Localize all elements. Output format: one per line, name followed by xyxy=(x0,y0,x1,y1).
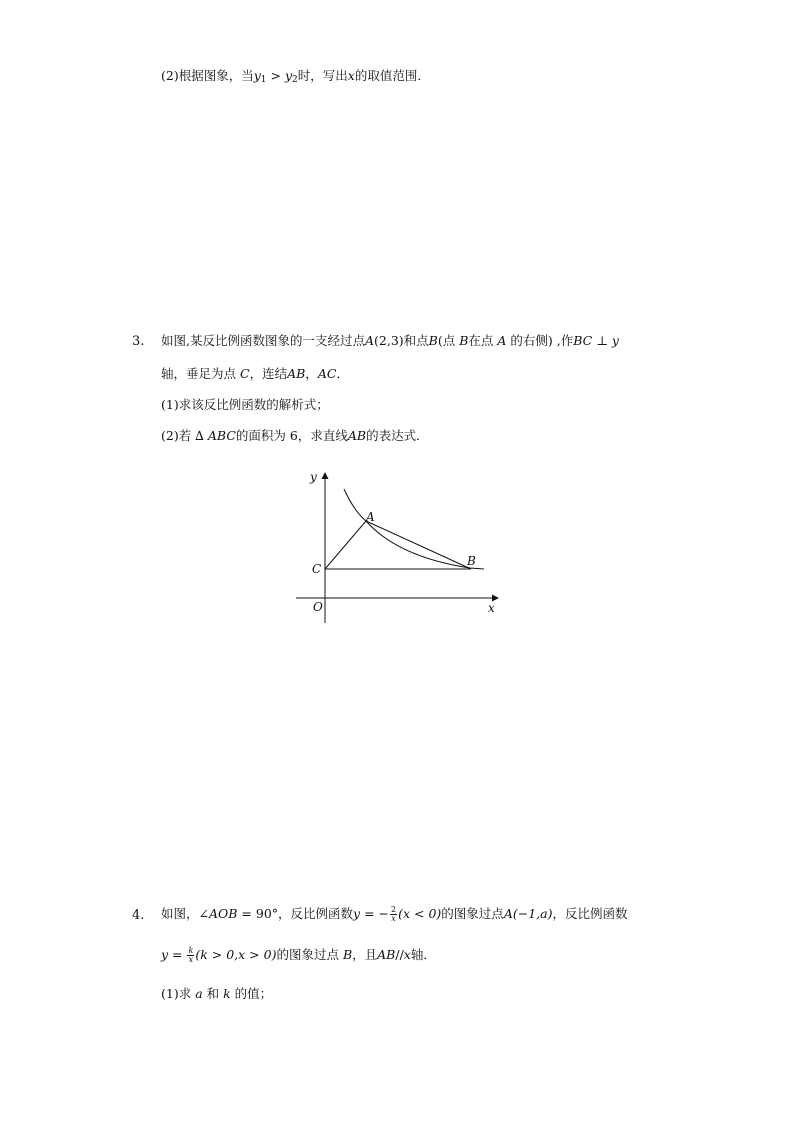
q4-line1 xyxy=(161,906,627,923)
math-var: ABC xyxy=(207,428,236,443)
text: 的图象过点 xyxy=(441,906,504,921)
text: 和点 xyxy=(403,333,429,348)
q3-part2 xyxy=(161,428,429,444)
text: ，反比例函数 xyxy=(552,906,628,921)
math-var: y xyxy=(353,906,361,921)
math-var: y xyxy=(284,68,292,83)
math-var: AB xyxy=(377,947,396,962)
math-var: x xyxy=(347,68,355,83)
text: 的取值范围． xyxy=(354,68,430,83)
math-var: y xyxy=(253,68,261,83)
text: (点 xyxy=(437,333,460,348)
math-var: x xyxy=(403,947,411,962)
math-angle: ∠AOB xyxy=(198,906,238,921)
label-c: C xyxy=(312,562,322,576)
text: ，连结 xyxy=(249,366,288,381)
q3-part1: (1)求该反比例函数的解析式； xyxy=(161,397,329,412)
q4-line2 xyxy=(161,947,436,964)
math-op: ⊥ xyxy=(592,333,612,348)
text: ， xyxy=(305,366,318,381)
numerator: 2 xyxy=(391,905,397,914)
label-y: y xyxy=(310,470,317,484)
q4-part1 xyxy=(161,986,272,1002)
denominator: x xyxy=(188,955,194,964)
q3-figure xyxy=(288,465,508,625)
text: (2)若 ∆ xyxy=(161,428,208,443)
segment-ac xyxy=(325,521,366,569)
math-op: > xyxy=(266,68,285,83)
label-o: O xyxy=(313,600,323,614)
math-var: AC xyxy=(317,366,337,381)
text: 的面积为 6，求直线 xyxy=(235,428,348,443)
math-coord: (2,3) xyxy=(374,333,404,348)
math-var: y xyxy=(161,947,169,962)
q4-number: 4. xyxy=(132,908,145,923)
text: 和 xyxy=(202,986,224,1001)
label-x: x xyxy=(488,601,495,615)
text: 如图， xyxy=(161,906,199,921)
y-axis-arrow xyxy=(322,472,329,479)
text: (1)求 xyxy=(161,986,196,1001)
math-coord: (−1,a) xyxy=(512,906,553,921)
text: 时，写出 xyxy=(297,68,348,83)
math-var: A xyxy=(497,333,507,348)
math-var: a xyxy=(195,986,203,1001)
text: (2)根据图象，当 xyxy=(161,68,254,83)
math-var: AB xyxy=(287,366,306,381)
math-var: B xyxy=(459,333,469,348)
subscript: 1 xyxy=(260,75,267,85)
q3-line2 xyxy=(161,366,349,382)
math-op: = − xyxy=(360,906,390,921)
math-op: = 90° xyxy=(237,906,279,921)
math-op: = xyxy=(168,947,187,962)
math-var: k xyxy=(223,986,231,1001)
math-var: C xyxy=(239,366,250,381)
math-var: BC xyxy=(573,333,593,348)
numerator: k xyxy=(188,946,194,955)
math-op: // xyxy=(395,947,404,962)
text: 的值； xyxy=(230,986,273,1001)
text: 在点 xyxy=(468,333,498,348)
text: ． xyxy=(336,366,349,381)
fraction xyxy=(187,947,194,964)
q3-number: 3. xyxy=(132,334,145,349)
math-var: B xyxy=(342,947,353,962)
segment-ab xyxy=(366,521,471,569)
label-a: A xyxy=(366,510,375,524)
math-var: B xyxy=(428,333,438,348)
text: ，且 xyxy=(352,947,378,962)
math-var: AB xyxy=(347,428,367,443)
q3-line1 xyxy=(161,333,619,349)
math-condition: (x < 0) xyxy=(398,906,442,921)
math-condition: (k > 0,x > 0) xyxy=(195,947,277,962)
math-var: A xyxy=(364,333,375,348)
text: 如图,某反比例函数图象的一支经过点 xyxy=(161,333,365,348)
text: 轴． xyxy=(410,947,436,962)
text: 轴，垂足为点 xyxy=(161,366,240,381)
q2-part2-line xyxy=(161,68,430,88)
math-var: A xyxy=(503,906,513,921)
math-var: y xyxy=(611,333,619,348)
hyperbola-curve xyxy=(344,489,484,569)
fraction xyxy=(390,906,397,923)
text: ，反比例函数 xyxy=(278,906,354,921)
denominator: x xyxy=(391,914,396,923)
text: 的右侧) ,作 xyxy=(506,333,574,348)
label-b: B xyxy=(467,554,476,568)
text: 的图象过点 xyxy=(276,947,343,962)
subscript: 2 xyxy=(292,75,298,85)
text: 的表达式． xyxy=(366,428,429,443)
